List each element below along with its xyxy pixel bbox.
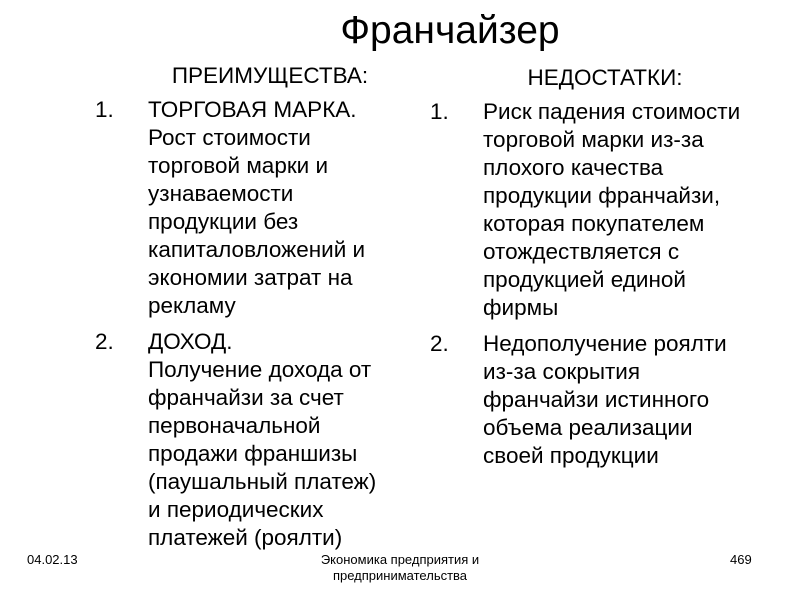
disadvantages-column [430,64,800,478]
disadvantage-item-1 [430,98,800,322]
item-line: продажи франшизы [148,441,358,466]
disadvantages-heading: НЕДОСТАТКИ: [527,65,683,90]
item-line: своей продукции [483,443,659,468]
item-line: (паушальный платеж) [148,469,377,494]
item-line: ТОРГОВАЯ МАРКА. [148,97,357,122]
item-line: которая покупателем [483,211,705,236]
footer-course-line: предпринимательства [332,568,468,583]
advantages-heading: ПРЕИМУЩЕСТВА: [171,63,369,88]
item-line: продукцией единой [483,267,686,292]
item-line: экономии затрат на [148,265,353,290]
item-line: Недополучение роялти [483,331,727,356]
item-line: платежей (роялти) [148,525,343,550]
item-line: капиталовложений и [148,237,366,262]
item-line: и периодических [148,497,324,522]
item-line: продукции франчайзи, [483,183,721,208]
item-line: Рост стоимости [148,125,311,150]
item-line: торговой марки из-за [483,127,704,152]
item-number: 1. [430,99,449,124]
footer-course-line: Экономика предприятия и [320,552,480,567]
item-line: первоначальной [148,413,321,438]
footer-page-number: 469 [730,552,752,567]
footer-course [280,552,520,584]
item-line: объема реализации [483,415,693,440]
item-line: рекламу [148,293,236,318]
item-line: франчайзи истинного [483,387,710,412]
item-line: франчайзи за счет [148,385,344,410]
item-line: отождествляется с [483,239,680,264]
item-line: узнаваемости [148,181,294,206]
item-line: фирмы [483,295,559,320]
disadvantage-item-2 [430,330,800,470]
item-number: 2. [95,329,114,354]
footer-date: 04.02.13 [27,552,78,567]
advantage-item-1 [95,96,430,320]
item-line: торговой марки и [148,153,329,178]
advantages-column [95,62,430,560]
item-line: продукции без [148,209,299,234]
item-line: из-за сокрытия [483,359,641,384]
item-line: плохого качества [483,155,664,180]
item-number: 1. [95,97,114,122]
item-number: 2. [430,331,449,356]
item-line: Получение дохода от [148,357,372,382]
advantage-item-2 [95,328,430,552]
slide-title: Франчайзер [340,9,560,52]
item-line: ДОХОД. [148,329,233,354]
item-line: Риск падения стоимости [483,99,741,124]
